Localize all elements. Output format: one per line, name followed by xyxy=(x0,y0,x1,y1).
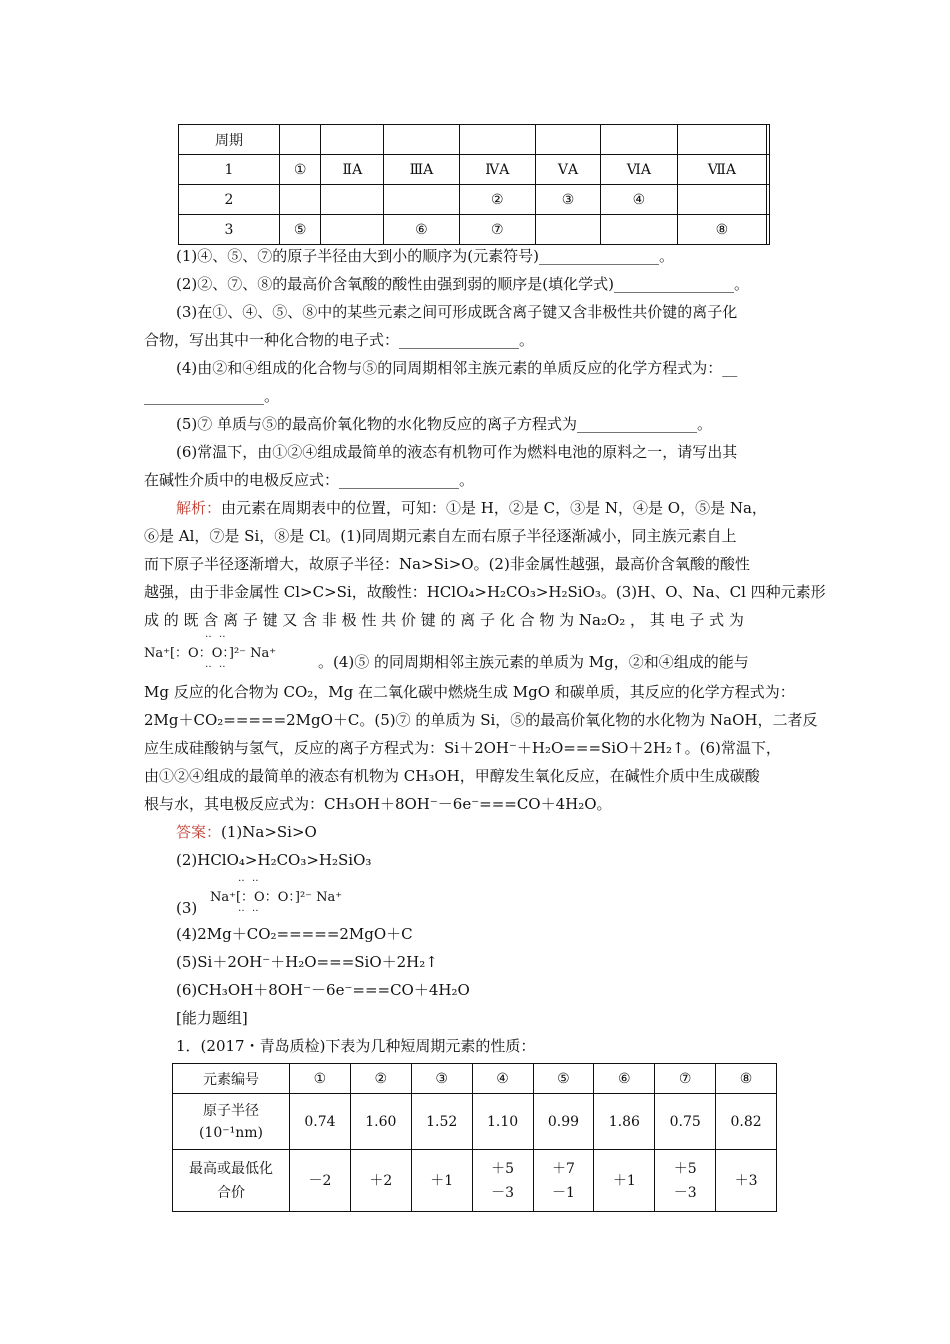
analysis-text: 由元素在周期表中的位置，可知：①是 H，②是 C，③是 N，④是 O，⑤是 Na， xyxy=(221,499,767,517)
analysis-line2: ⑥是 Al，⑦是 Si，⑧是 Cl。(1)同周期元素自左而右原子半径逐渐减小，同主族元素自上 xyxy=(144,527,737,545)
electron-formula: Na⁺[：O：O：]²⁻ Na⁺ xyxy=(210,890,343,905)
answer-line4: (4)2Mg＋CO₂=====2MgO＋C xyxy=(176,925,413,943)
table-cell: 元素编号 xyxy=(173,1064,290,1094)
table-cell: ⑤ xyxy=(280,215,321,245)
table-cell: 0.82 xyxy=(716,1094,777,1150)
table-row xyxy=(173,1150,777,1212)
table-cell: 最高或最低化合价 xyxy=(173,1150,290,1212)
table-cell xyxy=(536,215,601,245)
table-cell: ① xyxy=(280,155,321,185)
analysis-line5: 成 的 既 含 离 子 键 又 含 非 极 性 共 价 键 的 离 子 化 合 物 为 Na₂O₂ ， 其 电 子 式 为 xyxy=(144,611,744,629)
electron-dots-top: ‥ ‥ xyxy=(238,873,261,884)
table-cell: ＋1 xyxy=(594,1150,655,1212)
cell-text: 周期 xyxy=(215,132,243,149)
analysis-line11: 根与水，其电极反应式为：CH₃OH＋8OH⁻－6e⁻===CO＋4H₂O。 xyxy=(144,795,612,813)
table-cell xyxy=(179,185,280,215)
table-cell: ⅦA xyxy=(677,155,766,185)
analysis-line6: 。(4)⑤ 的同周期相邻主族元素的单质为 Mg，②和④组成的能与 xyxy=(318,653,749,671)
table-cell: 1.52 xyxy=(411,1094,472,1150)
cell-text: 3 xyxy=(224,221,234,238)
table-cell xyxy=(321,185,384,215)
table-cell: 0.75 xyxy=(655,1094,716,1150)
table-cell: 1.86 xyxy=(594,1094,655,1150)
analysis-line8: 2Mg＋CO₂=====2MgO＋C。(5)⑦ 的单质为 Si，⑤的最高价氧化物的水化物为 NaOH，二者反 xyxy=(144,711,818,729)
table-cell: ＋2 xyxy=(350,1150,411,1212)
table-cell: ③ xyxy=(536,185,601,215)
table-cell xyxy=(536,125,601,155)
answer-label: 答案： xyxy=(176,823,222,841)
table-cell: －2 xyxy=(290,1150,351,1212)
table-cell xyxy=(321,215,384,245)
table-cell xyxy=(766,125,769,155)
analysis-label: 解析： xyxy=(176,499,222,517)
table-cell xyxy=(280,185,321,215)
table-cell xyxy=(600,215,677,245)
analysis-line4: 越强，由于非金属性 Cl>C>Si，故酸性：HClO₄>H₂CO₃>H₂SiO₃。(3)H、O、Na、Cl 四种元素形 xyxy=(144,583,826,601)
table-cell: ⑥ xyxy=(384,215,459,245)
section-title: [能力题组] xyxy=(176,1009,248,1027)
answer-line5: (5)Si＋2OH⁻＋H₂O===SiO＋2H₂↑ xyxy=(176,953,438,971)
table-cell: ⑦ xyxy=(655,1064,716,1094)
cell-text: 2 xyxy=(224,191,234,208)
electron-formula: Na⁺[：O：O：]²⁻ Na⁺ xyxy=(144,646,277,661)
analysis-line1 xyxy=(176,498,767,518)
table-cell xyxy=(600,125,677,155)
question-3-line1: (3)在①、④、⑤、⑧中的某些元素之间可形成既含离子键又含非极性共价键的离子化 xyxy=(176,303,738,321)
table-cell: ⑥ xyxy=(594,1064,655,1094)
analysis-line3: 而下原子半径逐渐增大，故原子半径：Na>Si>O。(2)非金属性越强，最高价含氧酸的酸性 xyxy=(144,555,750,573)
table-cell xyxy=(766,185,769,215)
table-cell xyxy=(766,215,769,245)
table-row xyxy=(173,1094,777,1150)
question-next: 1．(2017・青岛质检)下表为几种短周期元素的性质： xyxy=(176,1037,536,1055)
table-cell: ⑤ xyxy=(533,1064,594,1094)
answer-line3: (3) xyxy=(176,899,198,917)
table-cell: ＋1 xyxy=(411,1150,472,1212)
table-cell: ④ xyxy=(472,1064,533,1094)
table-cell: ⅥA xyxy=(600,155,677,185)
table-cell: ② xyxy=(350,1064,411,1094)
answer-line6: (6)CH₃OH＋8OH⁻－6e⁻===CO＋4H₂O xyxy=(176,981,470,999)
cell-text: 1 xyxy=(224,161,234,178)
electron-dots-top: ‥ ‥ xyxy=(205,629,228,640)
table-cell xyxy=(459,125,536,155)
analysis-line9: 应生成硅酸钠与氢气，反应的离子方程式为：Si＋2OH⁻＋H₂O===SiO＋2H₂↑。(6)常温下， xyxy=(144,739,781,757)
table-row xyxy=(173,1064,777,1094)
table-cell: ⑧ xyxy=(677,215,766,245)
table-cell: ⅡA xyxy=(321,155,384,185)
table-cell: ③ xyxy=(411,1064,472,1094)
table-cell: ＋5 －3 xyxy=(472,1150,533,1212)
table-cell: ② xyxy=(459,185,536,215)
table-cell xyxy=(280,125,321,155)
table-cell xyxy=(384,125,459,155)
question-4-line1: (4)由②和④组成的化合物与⑤的同周期相邻主族元素的单质反应的化学方程式为：__ xyxy=(176,359,738,377)
table-cell: ＋7 －1 xyxy=(533,1150,594,1212)
table-cell: ⑦ xyxy=(459,215,536,245)
table-row xyxy=(179,185,770,215)
table-row xyxy=(179,215,770,245)
answer-line1 xyxy=(176,822,317,842)
question-5: (5)⑦ 单质与⑤的最高价氧化物的水化物反应的离子方程式为________________。 xyxy=(176,415,713,433)
table-cell xyxy=(179,215,280,245)
table-cell: ④ xyxy=(600,185,677,215)
answer-text: (1)Na>Si>O xyxy=(221,823,317,841)
table-cell xyxy=(766,155,769,185)
table-cell: ① xyxy=(290,1064,351,1094)
table-cell: ⑧ xyxy=(716,1064,777,1094)
question-1: (1)④、⑤、⑦的原子半径由大到小的顺序为(元素符号)________________。 xyxy=(176,247,674,265)
table-cell: ⅢA xyxy=(384,155,459,185)
question-6-line1: (6)常温下，由①②④组成最简单的液态有机物可作为燃料电池的原料之一，请写出其 xyxy=(176,443,738,461)
table-cell xyxy=(677,185,766,215)
table-cell: 0.74 xyxy=(290,1094,351,1150)
table-cell: ＋5 －3 xyxy=(655,1150,716,1212)
table-cell: ⅣA xyxy=(459,155,536,185)
element-properties-table xyxy=(172,1063,777,1212)
table-cell xyxy=(179,155,280,185)
answer-line2: (2)HClO₄>H₂CO₃>H₂SiO₃ xyxy=(176,851,372,869)
table-cell: ⅤA xyxy=(536,155,601,185)
question-4-line2: ________________。 xyxy=(144,387,280,405)
analysis-line10: 由①②④组成的最简单的液态有机物为 CH₃OH，甲醇发生氧化反应，在碱性介质中生成碳酸 xyxy=(144,767,760,785)
table-cell: 1.60 xyxy=(350,1094,411,1150)
electron-dots-bottom: ‥ ‥ xyxy=(238,903,261,914)
table-cell xyxy=(179,125,280,155)
table-cell: 1.10 xyxy=(472,1094,533,1150)
analysis-line7: Mg 反应的化合物为 CO₂，Mg 在二氧化碳中燃烧生成 MgO 和碳单质，其反应的化学方程式为： xyxy=(144,683,795,701)
table-cell: ＋3 xyxy=(716,1150,777,1212)
question-2: (2)②、⑦、⑧的最高价含氧酸的酸性由强到弱的顺序是(填化学式)________________。 xyxy=(176,275,749,293)
periodic-table xyxy=(178,124,770,245)
table-row xyxy=(179,155,770,185)
table-row xyxy=(179,125,770,155)
question-3-line2: 合物，写出其中一种化合物的电子式：________________。 xyxy=(144,331,535,349)
table-cell: 0.99 xyxy=(533,1094,594,1150)
table-cell xyxy=(677,125,766,155)
table-cell xyxy=(321,125,384,155)
table-cell xyxy=(384,185,459,215)
question-6-line2: 在碱性介质中的电极反应式：________________。 xyxy=(144,471,475,489)
table-cell: 原子半径(10⁻¹nm) xyxy=(173,1094,290,1150)
electron-dots-bottom: ‥ ‥ xyxy=(205,659,228,670)
